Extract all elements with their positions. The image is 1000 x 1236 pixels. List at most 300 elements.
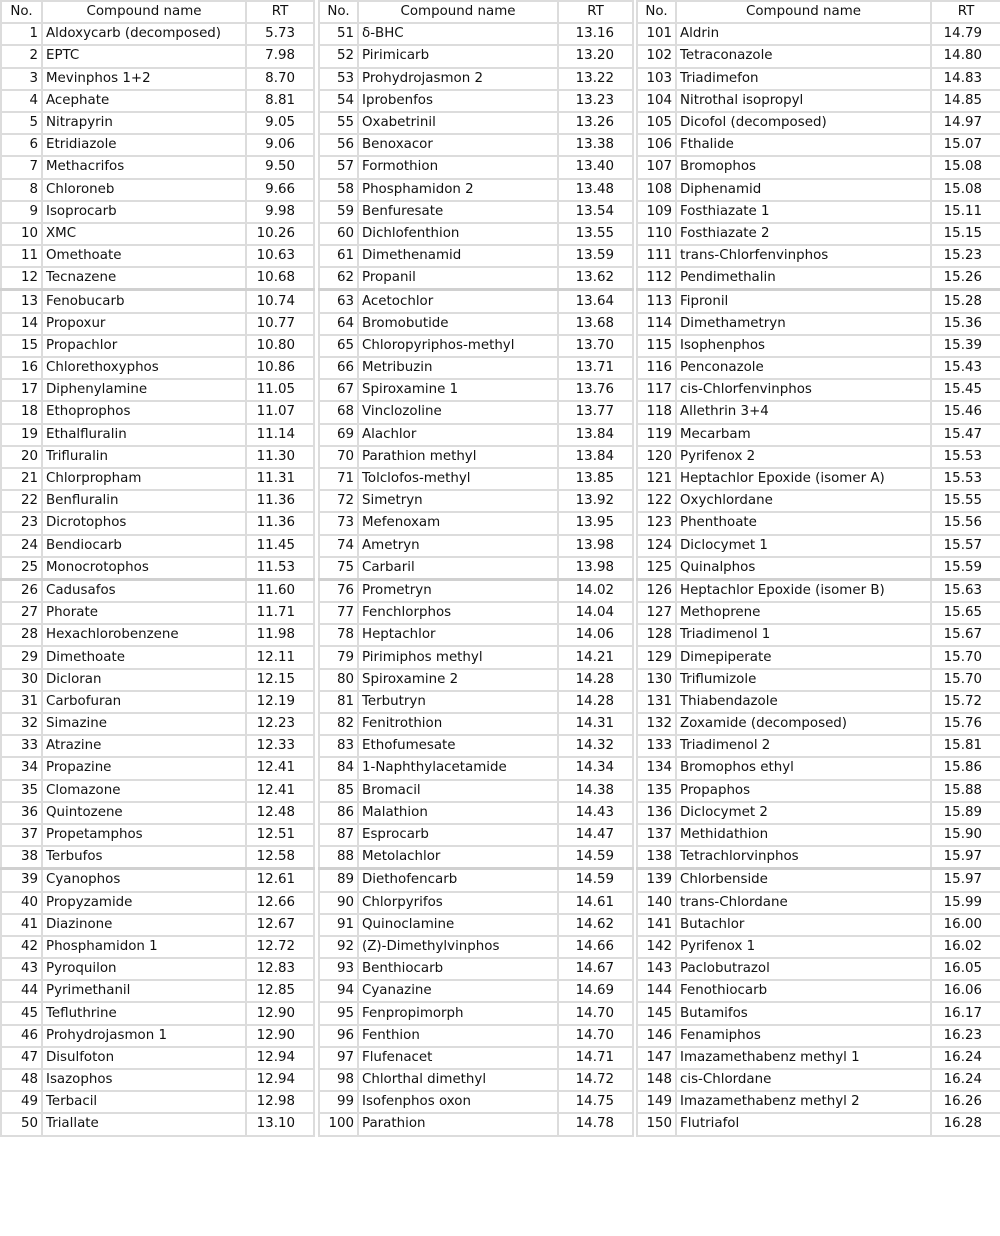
row-number: 37 [1, 824, 42, 846]
table-row [637, 112, 1000, 134]
row-number: 4 [1, 90, 42, 112]
row-number: 31 [1, 691, 42, 713]
compound-name: Iprobenfos [358, 90, 558, 112]
retention-time: 11.53 [246, 557, 314, 580]
retention-time: 12.61 [246, 869, 314, 892]
compound-name: Quinoclamine [358, 914, 558, 936]
compound-name: Metribuzin [358, 357, 558, 379]
table-row [1, 1113, 314, 1135]
row-number: 128 [637, 624, 676, 646]
retention-time: 12.90 [246, 1025, 314, 1047]
retention-time: 14.71 [558, 1047, 633, 1069]
table-row [637, 914, 1000, 936]
table-row [637, 401, 1000, 423]
retention-time: 14.43 [558, 802, 633, 824]
retention-time: 14.79 [931, 23, 1000, 45]
retention-time: 13.22 [558, 68, 633, 90]
retention-time: 12.19 [246, 691, 314, 713]
table-row [1, 802, 314, 824]
row-number: 19 [1, 424, 42, 446]
table-row [319, 134, 633, 156]
table-row [1, 1047, 314, 1069]
compound-name: Mecarbam [676, 424, 931, 446]
table-row [319, 179, 633, 201]
compound-name: cis-Chlorfenvinphos [676, 379, 931, 401]
row-number: 24 [1, 535, 42, 557]
compound-name: Propoxur [42, 313, 246, 335]
compound-name: XMC [42, 223, 246, 245]
retention-time: 15.90 [931, 824, 1000, 846]
row-number: 23 [1, 512, 42, 534]
compound-name: Propanil [358, 267, 558, 290]
table-row [319, 290, 633, 313]
table-row [1, 156, 314, 178]
row-number: 129 [637, 646, 676, 668]
retention-time: 13.71 [558, 357, 633, 379]
table-row [637, 379, 1000, 401]
retention-time: 15.43 [931, 357, 1000, 379]
table-row [1, 713, 314, 735]
table-row [1, 1069, 314, 1091]
table-row [1, 757, 314, 779]
table-row [637, 1113, 1000, 1135]
compound-name: Terbufos [42, 846, 246, 869]
retention-time: 13.48 [558, 179, 633, 201]
retention-time: 15.67 [931, 624, 1000, 646]
row-number: 22 [1, 490, 42, 512]
compound-name: Dicloran [42, 669, 246, 691]
compound-name: Ethalfluralin [42, 424, 246, 446]
table-row [1, 357, 314, 379]
compound-name: (Z)-Dimethylvinphos [358, 936, 558, 958]
table-row [319, 313, 633, 335]
compound-name: Bromacil [358, 780, 558, 802]
row-number: 112 [637, 267, 676, 290]
compound-name: Cyanazine [358, 980, 558, 1002]
table-header [637, 1, 1000, 23]
row-number: 75 [319, 557, 358, 580]
row-number: 72 [319, 490, 358, 512]
row-number: 17 [1, 379, 42, 401]
table-row [319, 802, 633, 824]
table-row [1, 290, 314, 313]
row-number: 77 [319, 602, 358, 624]
compound-name: Alachlor [358, 424, 558, 446]
compound-name: Fenthion [358, 1025, 558, 1047]
compound-table-2 [318, 0, 634, 1137]
compound-name: Butamifos [676, 1002, 931, 1024]
table-row [637, 357, 1000, 379]
table-row [319, 490, 633, 512]
retention-time: 15.76 [931, 713, 1000, 735]
retention-time: 14.32 [558, 735, 633, 757]
table-row [1, 490, 314, 512]
compound-name: Chlorethoxyphos [42, 357, 246, 379]
table-row [637, 134, 1000, 156]
retention-time: 10.80 [246, 335, 314, 357]
retention-time: 15.97 [931, 846, 1000, 869]
compound-name: Prometryn [358, 579, 558, 602]
retention-time: 11.30 [246, 446, 314, 468]
table-row [319, 68, 633, 90]
compound-name: Acetochlor [358, 290, 558, 313]
retention-time: 13.68 [558, 313, 633, 335]
row-number: 134 [637, 757, 676, 779]
compound-name: Pendimethalin [676, 267, 931, 290]
table-row [319, 1113, 633, 1135]
retention-time: 13.76 [558, 379, 633, 401]
row-number: 101 [637, 23, 676, 45]
compound-name: Isoprocarb [42, 201, 246, 223]
table-row [1, 602, 314, 624]
retention-time: 5.73 [246, 23, 314, 45]
table-row [1, 134, 314, 156]
retention-time: 12.15 [246, 669, 314, 691]
row-number: 15 [1, 335, 42, 357]
retention-time: 15.07 [931, 134, 1000, 156]
retention-time: 16.05 [931, 958, 1000, 980]
header-no: No. [319, 1, 358, 23]
compound-name: Prohydrojasmon 2 [358, 68, 558, 90]
compound-name: Fosthiazate 1 [676, 201, 931, 223]
retention-time: 15.63 [931, 579, 1000, 602]
compound-name: Chloroneb [42, 179, 246, 201]
table-row [319, 201, 633, 223]
row-number: 123 [637, 512, 676, 534]
table-row [637, 335, 1000, 357]
retention-time: 16.26 [931, 1091, 1000, 1113]
table-row [637, 468, 1000, 490]
row-number: 150 [637, 1113, 676, 1135]
row-number: 82 [319, 713, 358, 735]
row-number: 9 [1, 201, 42, 223]
table-row [637, 824, 1000, 846]
retention-time: 12.98 [246, 1091, 314, 1113]
table-row [319, 90, 633, 112]
row-number: 63 [319, 290, 358, 313]
row-number: 96 [319, 1025, 358, 1047]
row-number: 137 [637, 824, 676, 846]
retention-time: 15.81 [931, 735, 1000, 757]
row-number: 99 [319, 1091, 358, 1113]
retention-time: 13.40 [558, 156, 633, 178]
compound-name: Propetamphos [42, 824, 246, 846]
retention-time: 16.28 [931, 1113, 1000, 1135]
row-number: 120 [637, 446, 676, 468]
compound-name: Tecnazene [42, 267, 246, 290]
table-row [319, 23, 633, 45]
retention-time: 9.66 [246, 179, 314, 201]
table-row [637, 846, 1000, 869]
compound-name: Trifluralin [42, 446, 246, 468]
retention-time: 9.50 [246, 156, 314, 178]
row-number: 67 [319, 379, 358, 401]
retention-time: 12.33 [246, 735, 314, 757]
row-number: 8 [1, 179, 42, 201]
retention-time: 10.63 [246, 245, 314, 267]
compound-name: Carbofuran [42, 691, 246, 713]
retention-time: 12.48 [246, 802, 314, 824]
table-row [637, 267, 1000, 290]
compound-name: Bromophos [676, 156, 931, 178]
table-row [1, 735, 314, 757]
row-number: 79 [319, 646, 358, 668]
table-row [319, 757, 633, 779]
compound-name: Dimethenamid [358, 245, 558, 267]
compound-name: Dimepiperate [676, 646, 931, 668]
retention-time: 14.80 [931, 45, 1000, 67]
table-row [1, 335, 314, 357]
compound-name: Propachlor [42, 335, 246, 357]
table-row [637, 958, 1000, 980]
table-row [319, 223, 633, 245]
table-row [319, 824, 633, 846]
compound-name: Prohydrojasmon 1 [42, 1025, 246, 1047]
table-row [637, 936, 1000, 958]
compound-name: Fipronil [676, 290, 931, 313]
compound-name: cis-Chlordane [676, 1069, 931, 1091]
retention-time: 13.10 [246, 1113, 314, 1135]
row-number: 68 [319, 401, 358, 423]
retention-time: 12.72 [246, 936, 314, 958]
row-number: 81 [319, 691, 358, 713]
compound-name: Heptachlor Epoxide (isomer A) [676, 468, 931, 490]
compound-name: Chlorpropham [42, 468, 246, 490]
table-row [319, 869, 633, 892]
compound-name: Triadimefon [676, 68, 931, 90]
table-row [637, 68, 1000, 90]
table-row [319, 602, 633, 624]
retention-time: 12.85 [246, 980, 314, 1002]
row-number: 41 [1, 914, 42, 936]
table-row [319, 401, 633, 423]
retention-time: 14.66 [558, 936, 633, 958]
compound-name: Pyrifenox 1 [676, 936, 931, 958]
retention-time: 15.36 [931, 313, 1000, 335]
retention-time: 14.67 [558, 958, 633, 980]
retention-time: 12.41 [246, 780, 314, 802]
row-number: 92 [319, 936, 358, 958]
row-number: 35 [1, 780, 42, 802]
retention-time: 11.60 [246, 579, 314, 602]
row-number: 40 [1, 892, 42, 914]
row-number: 39 [1, 869, 42, 892]
retention-time: 9.05 [246, 112, 314, 134]
table-row [1, 646, 314, 668]
row-number: 139 [637, 869, 676, 892]
compound-name: Phosphamidon 1 [42, 936, 246, 958]
compound-name: Fenamiphos [676, 1025, 931, 1047]
row-number: 45 [1, 1002, 42, 1024]
compound-name: Esprocarb [358, 824, 558, 846]
compound-name: Mevinphos 1+2 [42, 68, 246, 90]
compound-name: Butachlor [676, 914, 931, 936]
compound-name: Parathion methyl [358, 446, 558, 468]
compound-name: Tetraconazole [676, 45, 931, 67]
compound-name: Monocrotophos [42, 557, 246, 580]
compound-name: Heptachlor [358, 624, 558, 646]
table-row [1, 23, 314, 45]
row-number: 87 [319, 824, 358, 846]
retention-time: 15.53 [931, 446, 1000, 468]
table-row [319, 424, 633, 446]
retention-time: 15.55 [931, 490, 1000, 512]
compound-name: Diphenylamine [42, 379, 246, 401]
retention-time: 11.45 [246, 535, 314, 557]
table-row [637, 179, 1000, 201]
row-number: 73 [319, 512, 358, 534]
compound-name: Propaphos [676, 780, 931, 802]
retention-time: 13.84 [558, 446, 633, 468]
compound-name: Pirimiphos methyl [358, 646, 558, 668]
retention-time: 10.68 [246, 267, 314, 290]
retention-time: 15.72 [931, 691, 1000, 713]
table-row [637, 156, 1000, 178]
row-number: 32 [1, 713, 42, 735]
compound-name: Penconazole [676, 357, 931, 379]
table-row [1, 45, 314, 67]
table-row [319, 1069, 633, 1091]
table-row [1, 401, 314, 423]
table-row [319, 691, 633, 713]
row-number: 47 [1, 1047, 42, 1069]
retention-time: 16.17 [931, 1002, 1000, 1024]
row-number: 102 [637, 45, 676, 67]
row-number: 48 [1, 1069, 42, 1091]
header-rt: RT [558, 1, 633, 23]
compound-name: Fthalide [676, 134, 931, 156]
compound-name: Aldoxycarb (decomposed) [42, 23, 246, 45]
row-number: 98 [319, 1069, 358, 1091]
compound-name: Fenothiocarb [676, 980, 931, 1002]
retention-time: 15.86 [931, 757, 1000, 779]
retention-time: 13.26 [558, 112, 633, 134]
compound-name: Bromophos ethyl [676, 757, 931, 779]
compound-name: Dimethoate [42, 646, 246, 668]
table-row [637, 624, 1000, 646]
row-number: 83 [319, 735, 358, 757]
table-row [319, 557, 633, 580]
compound-name: Chlorthal dimethyl [358, 1069, 558, 1091]
row-number: 140 [637, 892, 676, 914]
compound-name: Triadimenol 2 [676, 735, 931, 757]
row-number: 7 [1, 156, 42, 178]
compound-name: Acephate [42, 90, 246, 112]
retention-time: 12.51 [246, 824, 314, 846]
row-number: 93 [319, 958, 358, 980]
row-number: 58 [319, 179, 358, 201]
table-row [637, 869, 1000, 892]
retention-time: 14.83 [931, 68, 1000, 90]
row-number: 125 [637, 557, 676, 580]
compound-name: Fosthiazate 2 [676, 223, 931, 245]
retention-time: 15.88 [931, 780, 1000, 802]
row-number: 143 [637, 958, 676, 980]
table-row [637, 313, 1000, 335]
table-row [319, 669, 633, 691]
table-row [319, 579, 633, 602]
compound-name: Quinalphos [676, 557, 931, 580]
retention-time: 11.36 [246, 512, 314, 534]
row-number: 88 [319, 846, 358, 869]
compound-name: Etridiazole [42, 134, 246, 156]
compound-name: Parathion [358, 1113, 558, 1135]
table-row [1, 557, 314, 580]
row-number: 141 [637, 914, 676, 936]
retention-time: 16.23 [931, 1025, 1000, 1047]
compound-name: Ethofumesate [358, 735, 558, 757]
table-row [1, 1002, 314, 1024]
compound-name: Tolclofos-methyl [358, 468, 558, 490]
retention-time: 13.77 [558, 401, 633, 423]
retention-time: 15.53 [931, 468, 1000, 490]
retention-time: 15.97 [931, 869, 1000, 892]
retention-time: 14.04 [558, 602, 633, 624]
retention-time: 16.06 [931, 980, 1000, 1002]
row-number: 135 [637, 780, 676, 802]
retention-time: 14.70 [558, 1002, 633, 1024]
retention-time: 13.20 [558, 45, 633, 67]
table-row [637, 602, 1000, 624]
table-row [1, 223, 314, 245]
table-row [637, 780, 1000, 802]
table-row [1, 869, 314, 892]
retention-time: 14.28 [558, 669, 633, 691]
table-row [1, 245, 314, 267]
row-number: 50 [1, 1113, 42, 1135]
row-number: 64 [319, 313, 358, 335]
table-row [637, 245, 1000, 267]
table-row [319, 1047, 633, 1069]
table-row [637, 1025, 1000, 1047]
compound-name: Triflumizole [676, 669, 931, 691]
retention-time: 14.47 [558, 824, 633, 846]
table-row [637, 735, 1000, 757]
retention-time: 11.05 [246, 379, 314, 401]
row-number: 131 [637, 691, 676, 713]
table-row [637, 290, 1000, 313]
retention-time: 15.89 [931, 802, 1000, 824]
retention-time: 13.92 [558, 490, 633, 512]
header-no: No. [637, 1, 676, 23]
row-number: 60 [319, 223, 358, 245]
row-number: 38 [1, 846, 42, 869]
row-number: 113 [637, 290, 676, 313]
retention-time: 12.94 [246, 1047, 314, 1069]
compound-name: Simazine [42, 713, 246, 735]
table-row [319, 958, 633, 980]
retention-time: 9.06 [246, 134, 314, 156]
compound-name: Cadusafos [42, 579, 246, 602]
row-number: 126 [637, 579, 676, 602]
row-number: 55 [319, 112, 358, 134]
retention-time: 12.11 [246, 646, 314, 668]
row-number: 1 [1, 23, 42, 45]
table-row [637, 1069, 1000, 1091]
row-number: 53 [319, 68, 358, 90]
retention-time: 14.59 [558, 869, 633, 892]
header-rt: RT [931, 1, 1000, 23]
table-row [319, 357, 633, 379]
table-row [1, 624, 314, 646]
table-row [637, 23, 1000, 45]
row-number: 104 [637, 90, 676, 112]
compound-name: Dimethametryn [676, 313, 931, 335]
table-row [319, 512, 633, 534]
table-row [1, 780, 314, 802]
table-row [637, 201, 1000, 223]
table-row [637, 45, 1000, 67]
